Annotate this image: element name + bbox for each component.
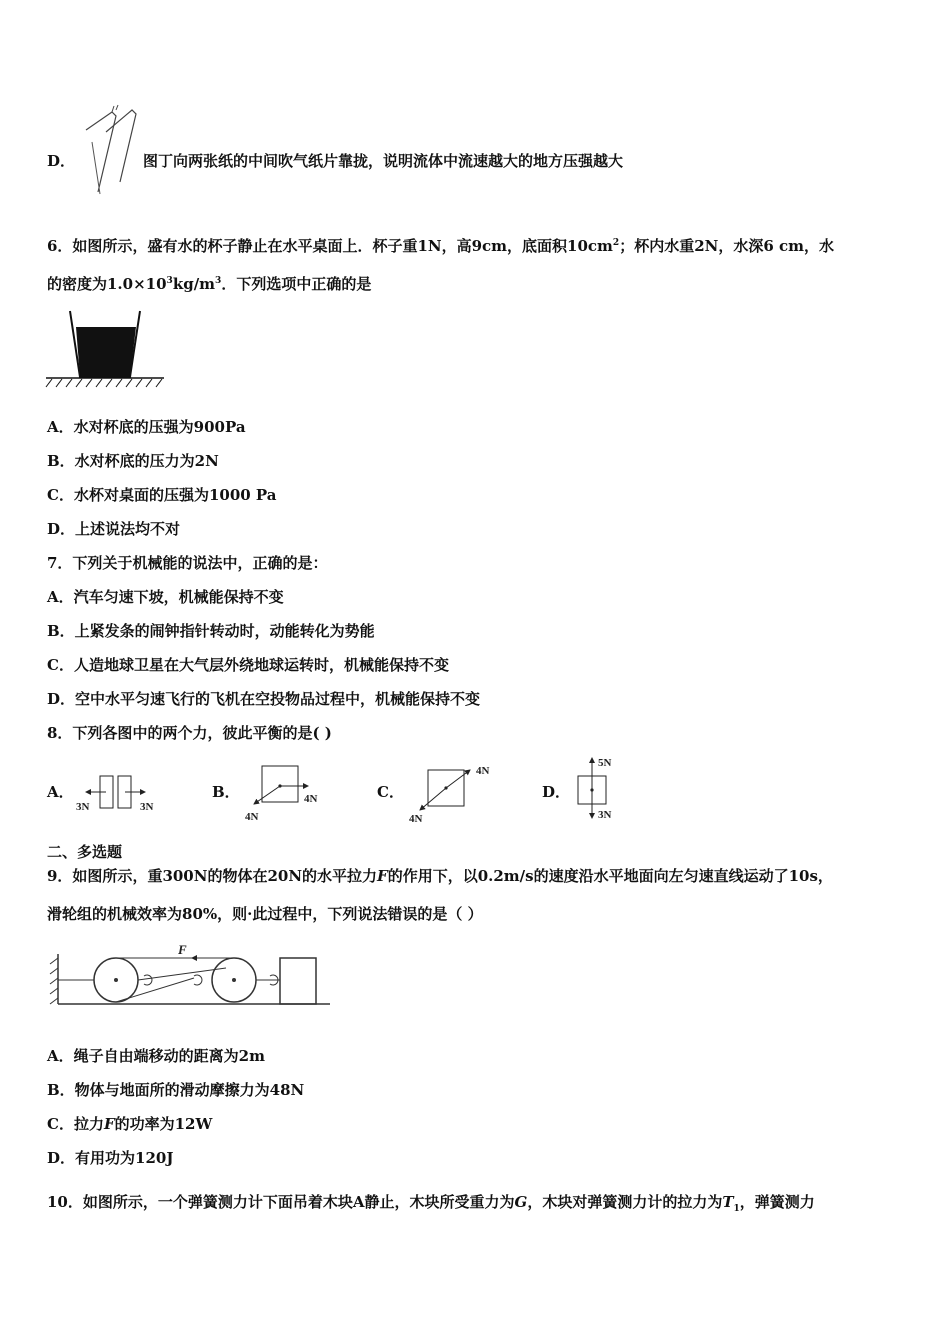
q6-stem-line1: 6．如图所示，盛有水的杯子静止在水平桌面上．杯子重1N，高9cm，底面积$10cm^2$；杯内水重2N，水深6 cm，水 [47, 237, 835, 255]
q8-figure-d [570, 752, 630, 824]
q8a-right-label: 3N [140, 801, 154, 813]
cup-on-table-figure [44, 305, 168, 390]
q6-stem-line2: 的密度为$1.0\times 10^3kg/m^3$．下列选项中正确的是 [47, 275, 372, 293]
q8b-lower-label: 4N [245, 811, 259, 823]
q8-figure-b [238, 760, 328, 826]
q8-option-d-label: D． [542, 783, 571, 801]
q8c-down-arrow [420, 788, 446, 810]
q6-option-b: B．水对杯底的压力为2N [47, 452, 219, 470]
force-f-label: F [178, 942, 187, 957]
q9-option-b: B．物体与地面所的滑动摩擦力为48N [47, 1081, 305, 1099]
q7-option-b: B．上紧发条的闹钟指针转动时，动能转化为势能 [47, 622, 375, 640]
q7-option-d: D．空中水平匀速飞行的飞机在空投物品过程中，机械能保持不变 [47, 690, 481, 708]
q8c-upper-label: 4N [476, 765, 490, 777]
q7-option-a: A．汽车匀速下坡，机械能保持不变 [47, 588, 284, 606]
q8b-upper-label: 4N [304, 793, 318, 805]
q6-option-c: C．水杯对桌面的压强为1000 Pa [47, 486, 277, 504]
q9-option-d: D．有用功为120J [47, 1149, 174, 1167]
q8-option-c-label: C． [377, 783, 404, 801]
q8-option-a-label: A． [47, 783, 74, 801]
q6-option-a: A．水对杯底的压强为900Pa [47, 418, 246, 436]
q8-figure-c [404, 760, 500, 826]
q8-figure-a [74, 770, 164, 818]
q8c-up-arrow [446, 770, 470, 788]
q8d-upper-label: 5N [598, 757, 612, 769]
q8-option-b-label: B． [212, 783, 240, 801]
q8-stem: 8．下列各图中的两个力，彼此平衡的是( ) [47, 724, 332, 742]
q6-option-d: D．上述说法均不对 [47, 520, 181, 538]
q7-option-c: C．人造地球卫星在大气层外绕地球运转时，机械能保持不变 [47, 656, 449, 674]
q9-stem-line1: 9．如图所示，重300N的物体在20N的水平拉力F的作用下，以0.2m/s的速度沿水平地面向左匀速直线运动了10s， [47, 867, 833, 885]
q8d-lower-label: 3N [598, 809, 612, 821]
q5-option-d-label: D． [47, 152, 76, 170]
q9-stem-line2: 滑轮组的机械效率为80%，则·此过程中，下列说法错误的是（ ） [47, 905, 483, 923]
q9-option-c: C．拉力F的功率为12W [47, 1115, 213, 1133]
q8a-left-label: 3N [76, 801, 90, 813]
paper-blowing-figure [72, 102, 142, 198]
q9-option-a: A．绳子自由端移动的距离为2m [47, 1047, 265, 1065]
q8c-lower-label: 4N [409, 813, 423, 825]
q5-option-d-text: 图丁向两张纸的中间吹气纸片靠拢，说明流体中流速越大的地方压强越大 [143, 152, 624, 170]
q7-stem: 7．下列关于机械能的说法中，正确的是： [47, 554, 328, 572]
q8b-down-arrow [254, 786, 280, 804]
pulley-system-figure [44, 940, 334, 1012]
q10-stem: 10．如图所示，一个弹簧测力计下面吊着木块A静止，木块所受重力为G，木块对弹簧测力计的拉力为$T_1$，弹簧测力 [47, 1193, 815, 1214]
section-multiple-choice-heading: 二、多选题 [47, 843, 123, 861]
